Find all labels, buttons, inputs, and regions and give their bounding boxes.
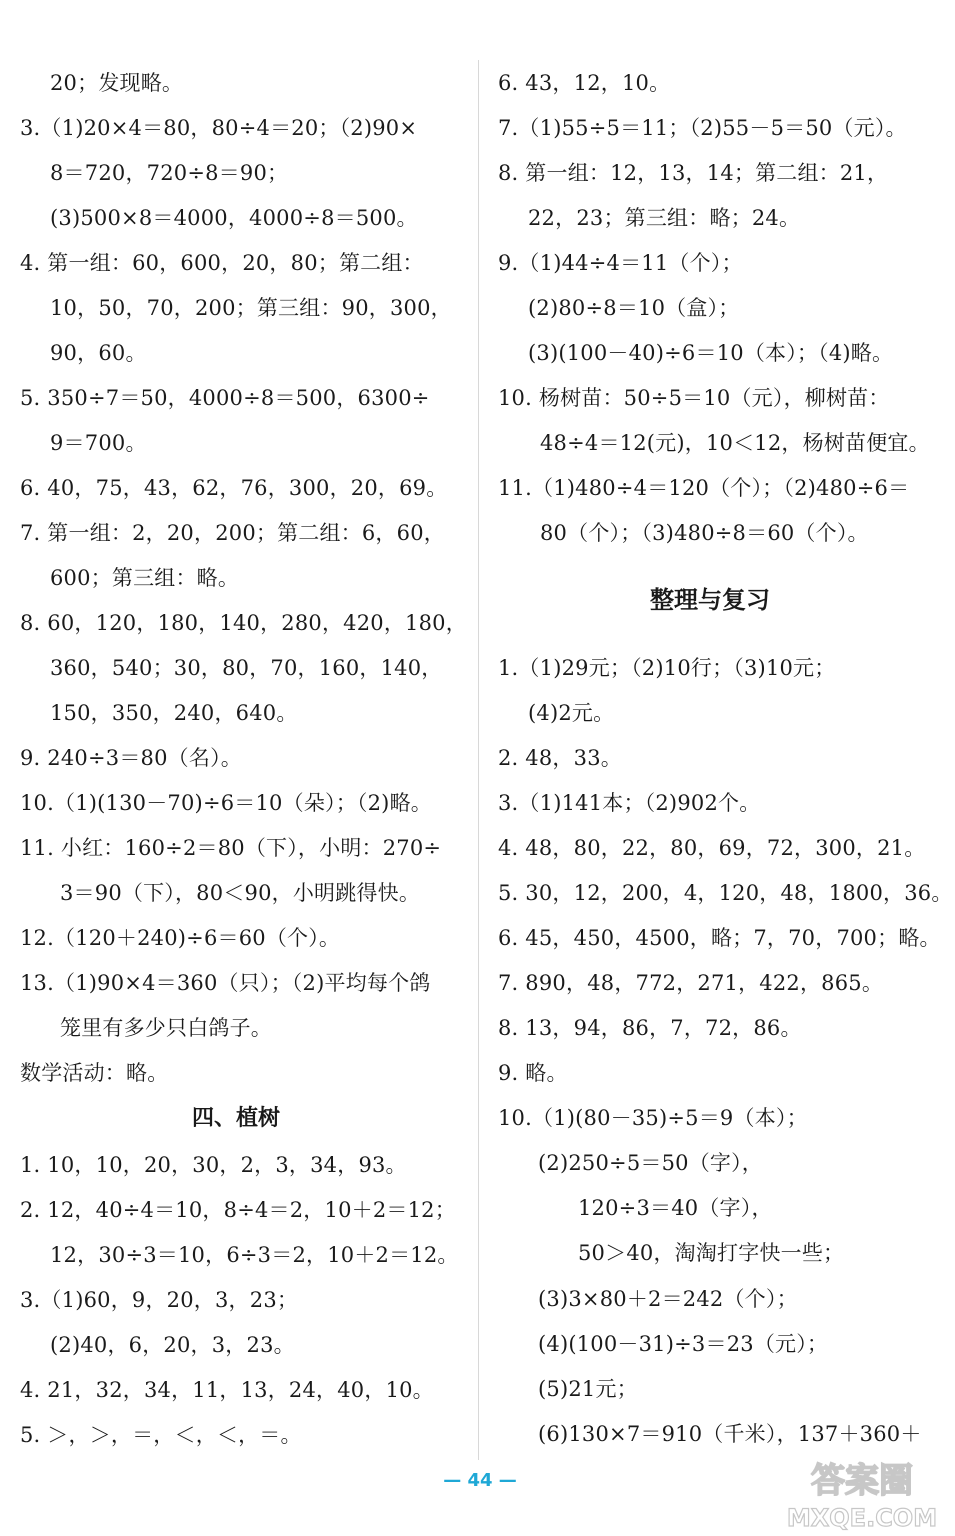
answer-line: 80（个）；（3)480÷8＝60（个）。 — [540, 521, 869, 545]
answer-line: 7.（1)55÷5＝11；（2)55－5＝50（元）。 — [498, 116, 907, 140]
answer-line: 120÷3＝40（字）， — [578, 1196, 773, 1220]
answer-line: 6. 45，450，4500，略；7，70，700；略。 — [498, 926, 941, 950]
answer-line: 8＝720，720÷8＝90； — [50, 161, 289, 185]
answer-line: (2)80÷8＝10（盒）； — [528, 296, 740, 320]
answer-line: 11.（1)480÷4＝120（个）；（2)480÷6＝ — [498, 476, 910, 500]
section-heading: 四、植树 — [192, 1106, 281, 1131]
answer-line: 10.（1)(80－35)÷5＝9（本）； — [498, 1106, 808, 1130]
answer-line: (3)3×80＋2＝242（个）； — [538, 1287, 798, 1311]
answer-line: 5. ＞，＞，＝，＜，＜，＝。 — [20, 1423, 302, 1447]
answer-line: 48÷4＝12(元)，10＜12，杨树苗便宜。 — [540, 431, 930, 455]
answer-line: 1. 10，10，20，30，2，3，34，93。 — [20, 1153, 407, 1177]
answer-line: 9. 略。 — [498, 1061, 568, 1085]
answer-line: (3)500×8＝4000，4000÷8＝500。 — [50, 206, 418, 230]
answer-line: 9.（1)44÷4＝11（个）； — [498, 251, 743, 275]
answer-line: (6)130×7＝910（千米），137＋360＋ — [538, 1422, 922, 1446]
answer-line: 12，30÷3＝10，6÷3＝2，10＋2＝12。 — [50, 1243, 459, 1267]
answer-line: 7. 第一组：2，20，200；第二组：6，60， — [20, 521, 445, 545]
answer-line: 600；第三组：略。 — [50, 566, 240, 590]
answer-line: 13.（1)90×4＝360（只）；（2)平均每个鸽 — [20, 971, 431, 995]
watermark-line1: 答案圈 — [811, 1461, 913, 1501]
answer-line: 90，60。 — [50, 341, 147, 365]
answer-line: (4)2元。 — [528, 701, 615, 725]
answer-line: 360，540；30，80，70，160，140， — [50, 656, 443, 680]
answer-line: 50＞40，淘淘打字快一些； — [578, 1241, 845, 1265]
section-heading: 整理与复习 — [650, 586, 770, 614]
answer-line: 4. 第一组：60，600，20，80；第二组： — [20, 251, 424, 275]
answer-line: 10. 杨树苗：50÷5＝10（元），柳树苗： — [498, 386, 890, 410]
answer-line: 5. 30，12，200，4，120，48，1800，36。 — [498, 881, 953, 905]
answer-line: 5. 350÷7＝50，4000÷8＝500，6300÷ — [20, 386, 430, 410]
answer-line: 4. 48，80，22，80，69，72，300，21。 — [498, 836, 926, 860]
answer-line: 12.（120＋240)÷6＝60（个）。 — [20, 926, 341, 950]
answer-line: 10.（1)(130－70)÷6＝10（朵）；（2)略。 — [20, 791, 432, 815]
answer-line: 3.（1)60，9，20，3，23； — [20, 1288, 299, 1312]
answer-line: 11. 小红：160÷2＝80（下），小明：270÷ — [20, 836, 442, 860]
answer-line: 8. 60，120，180，140，280，420，180， — [20, 611, 467, 635]
answer-line: 20；发现略。 — [50, 71, 184, 95]
answer-line: 2. 48，33。 — [498, 746, 622, 770]
answer-line: 9. 240÷3＝80（名）。 — [20, 746, 242, 770]
answer-line: 6. 43，12，10。 — [498, 71, 671, 95]
answer-line: (2)40，6，20，3，23。 — [50, 1333, 295, 1357]
answer-line: (5)21元； — [538, 1377, 638, 1401]
answer-line: 6. 40，75，43，62，76，300，20，69。 — [20, 476, 448, 500]
answer-line: 22，23；第三组：略；24。 — [528, 206, 801, 230]
answer-line: 4. 21，32，34，11，13，24，40，10。 — [20, 1378, 434, 1402]
answer-line: 3.（1)141本；（2)902个。 — [498, 791, 761, 815]
answer-line: 8. 13，94，86，7，72，86。 — [498, 1016, 802, 1040]
column-divider — [478, 60, 479, 1460]
watermark-line2: MXQE.COM — [786, 1504, 938, 1532]
answer-line: 150，350，240，640。 — [50, 701, 298, 725]
watermark-logo — [775, 1450, 950, 1534]
answer-line: (3)(100－40)÷6＝10（本）；（4)略。 — [528, 341, 894, 365]
answer-line: 7. 890，48，772，271，422，865。 — [498, 971, 884, 995]
answer-line: 9＝700。 — [50, 431, 147, 455]
answer-line: 8. 第一组：12，13，14；第二组：21， — [498, 161, 889, 185]
answer-line: 10，50，70，200；第三组：90，300， — [50, 296, 452, 320]
answer-line: 3.（1)20×4＝80，80÷4＝20；（2)90× — [20, 116, 418, 140]
answer-line: 笼里有多少只白鸽子。 — [60, 1016, 272, 1040]
answer-line: 3＝90（下），80＜90，小明跳得快。 — [60, 881, 421, 905]
answer-line: 2. 12，40÷4＝10，8÷4＝2，10＋2＝12； — [20, 1198, 456, 1222]
page-number: — 44 — — [443, 1470, 517, 1491]
answer-line: 1.（1)29元；（2)10行；（3)10元； — [498, 656, 836, 680]
answer-line: 数学活动：略。 — [20, 1061, 169, 1085]
answer-line: (2)250÷5＝50（字）， — [538, 1151, 764, 1175]
answer-line: (4)(100－31)÷3＝23（元）； — [538, 1332, 829, 1356]
